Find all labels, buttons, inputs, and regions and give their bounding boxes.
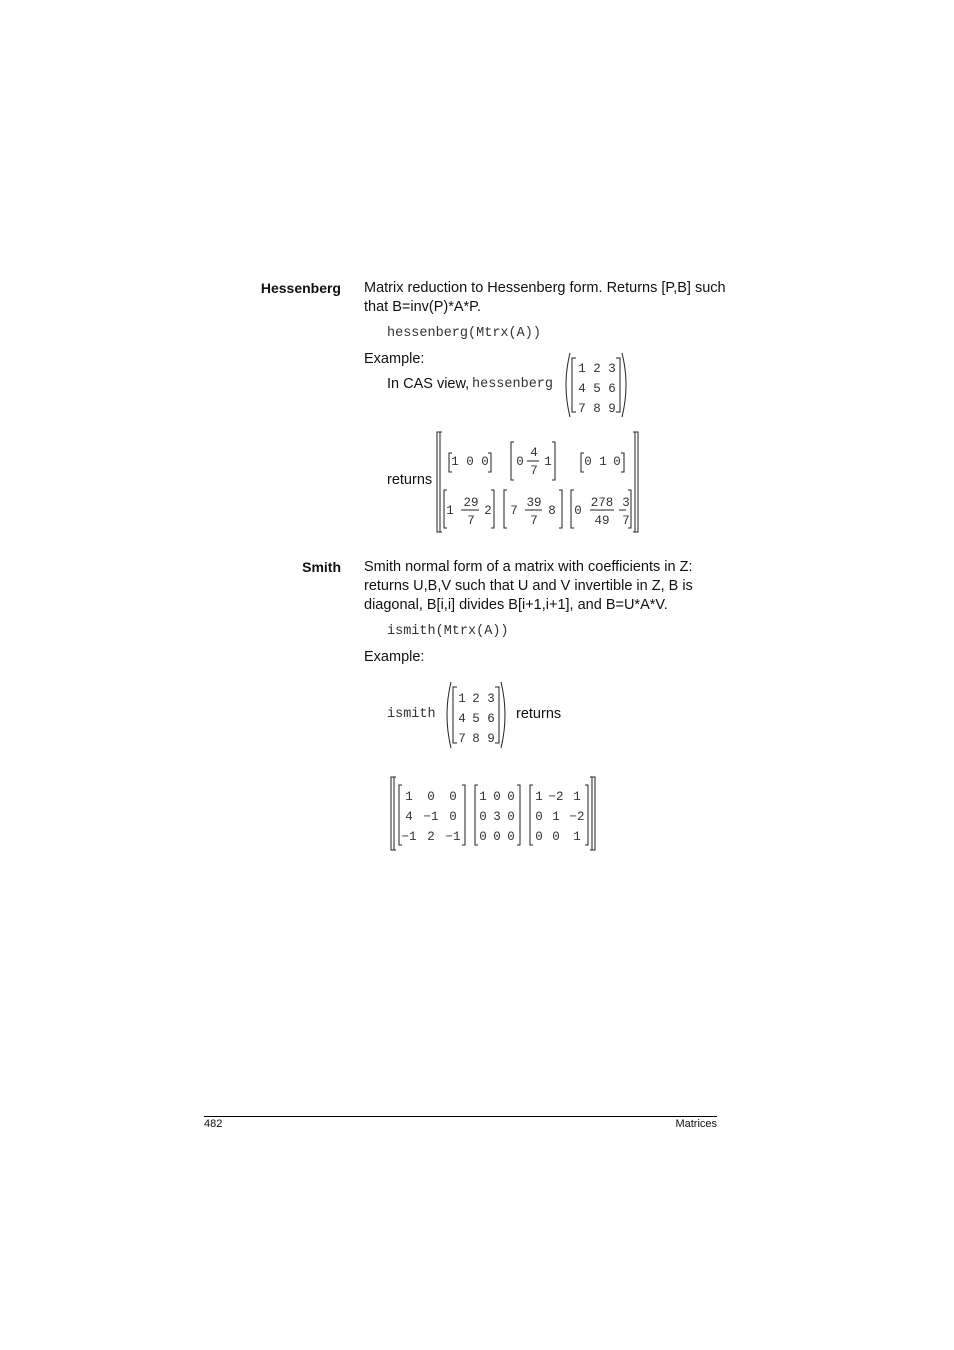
matrix-cell: 0	[613, 455, 621, 469]
matrix-cell: 2	[427, 830, 435, 844]
matrix-cell: 8	[472, 732, 480, 746]
smith-returns-label: returns	[516, 706, 562, 722]
hessenberg-syntax: hessenberg(Mtrx(A))	[387, 326, 541, 341]
matrix-cell: −2	[569, 810, 585, 824]
matrix-cell: 4	[405, 810, 413, 824]
matrix-cell: 0	[507, 810, 515, 824]
matrix-cell: 0	[449, 790, 457, 804]
matrix-cell: 9	[487, 732, 495, 746]
smith-term: Smith	[302, 559, 341, 575]
matrix-cell: 1	[573, 830, 581, 844]
matrix-cell: 5	[593, 382, 601, 396]
matrix-cell: 0	[574, 504, 582, 518]
matrix-cell: 4	[458, 712, 466, 726]
matrix-cell: 0	[479, 830, 487, 844]
matrix-cell: 0	[479, 810, 487, 824]
matrix-cell: 0	[535, 830, 543, 844]
matrix-cell: 0	[535, 810, 543, 824]
smith-description: Smith normal form of a matrix with coefficients in Z: returns U,B,V such that U and V invertible in Z, B is diagonal, B[i,i] divides B[i+1,i+1], and B=U*A*V.	[364, 559, 693, 613]
fraction-numerator: 278	[590, 496, 614, 510]
matrix-cell: 0	[507, 790, 515, 804]
fraction-denominator: 7	[530, 464, 538, 478]
matrix-cell: 0	[481, 455, 489, 469]
matrix-cell: 1	[578, 362, 586, 376]
matrix-cell: 0	[516, 455, 524, 469]
matrix-cell: 6	[487, 712, 495, 726]
hessenberg-cas-command: hessenberg	[472, 377, 554, 392]
matrix-cell: 0	[427, 790, 435, 804]
hessenberg-returns-label: returns	[387, 472, 433, 488]
matrix-cell: 1	[479, 790, 487, 804]
matrix-cell: 0	[493, 830, 501, 844]
matrix-cell: 2	[484, 504, 492, 518]
matrix-cell: 2	[593, 362, 601, 376]
matrix-cell: 1	[446, 504, 454, 518]
smith-command: ismith	[387, 707, 436, 722]
matrix-cell: 3	[608, 362, 616, 376]
matrix-cell: 3	[493, 810, 501, 824]
smith-syntax: ismith(Mtrx(A))	[387, 624, 509, 639]
matrix-cell: 5	[472, 712, 480, 726]
hessenberg-term: Hessenberg	[260, 280, 341, 296]
matrix-cell: 0	[552, 830, 560, 844]
matrix-cell: 7	[578, 402, 586, 416]
matrix-cell: 0	[493, 790, 501, 804]
fraction-denominator: 7	[622, 514, 630, 528]
hessenberg-description: Matrix reduction to Hessenberg form. Returns [P,B] such that B=inv(P)*A*P.	[364, 280, 726, 315]
matrix-cell: 8	[548, 504, 556, 518]
matrix-cell: −2	[548, 790, 564, 804]
matrix-cell: 1	[535, 790, 543, 804]
matrix-cell: 1	[451, 455, 459, 469]
matrix-cell: 3	[487, 692, 495, 706]
matrix-cell: 7	[458, 732, 466, 746]
matrix-cell: 0	[584, 455, 592, 469]
fraction-numerator: 3	[622, 496, 630, 510]
matrix-cell: −1	[401, 830, 417, 844]
matrix-cell: 1	[405, 790, 413, 804]
matrix-cell: 1	[573, 790, 581, 804]
fraction-numerator: 4	[530, 446, 538, 460]
fraction-denominator: 49	[594, 514, 610, 528]
matrix-cell: 8	[593, 402, 601, 416]
matrix-cell: −1	[445, 830, 461, 844]
fraction-numerator: 29	[463, 496, 479, 510]
fraction-numerator: 39	[526, 496, 542, 510]
matrix-cell: 1	[599, 455, 607, 469]
matrix-cell: 0	[507, 830, 515, 844]
smith-example-label: Example:	[364, 649, 425, 665]
fraction-denominator: 7	[467, 514, 475, 528]
matrix-cell: 1	[552, 810, 560, 824]
footer-rule	[204, 1116, 717, 1117]
matrix-cell: 7	[510, 504, 518, 518]
matrix-cell: 9	[608, 402, 616, 416]
matrix-cell: 0	[449, 810, 457, 824]
section-name: Matrices	[675, 1118, 717, 1130]
matrix-cell: 1	[458, 692, 466, 706]
page-number: 482	[204, 1118, 223, 1130]
matrix-cell: 0	[466, 455, 474, 469]
hessenberg-cas-text: In CAS view,	[387, 376, 470, 392]
matrix-cell: −1	[423, 810, 439, 824]
matrix-cell: 4	[578, 382, 586, 396]
fraction-denominator: 7	[530, 514, 538, 528]
matrix-cell: 6	[608, 382, 616, 396]
matrix-cell: 1	[544, 455, 552, 469]
hessenberg-example-label: Example:	[364, 351, 425, 367]
matrix-cell: 2	[472, 692, 480, 706]
